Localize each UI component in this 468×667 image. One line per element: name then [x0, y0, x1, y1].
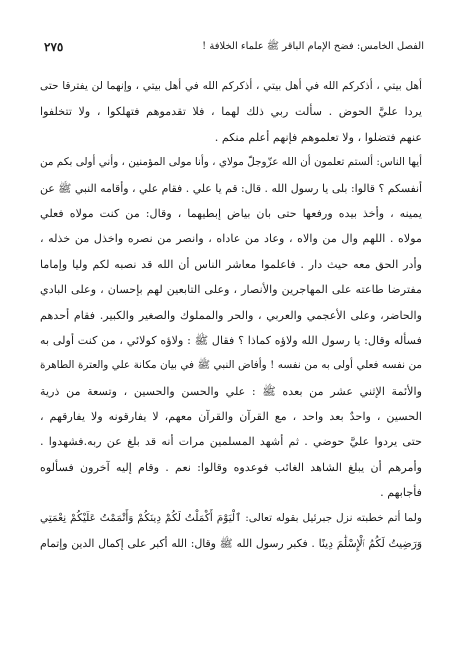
text-line: وَرَضِيتُ لَكُمُ ٱلْإِسْلَٰمَ دِينًا . فكبر رسول الله ﷺ وقال: الله أكبر على إكمال الدين وإتمام [40, 537, 422, 551]
text-line: يمينه ، وأخذ بيده ورفعها حتى بان بياض إبطيهما ، وقال: من كنت مولاه فعلي [40, 206, 422, 220]
text-line: أيها الناس: ألستم تعلمون أن الله عزّوجلّ مولاي ، وأنا مولى المؤمنين ، وأني أولى بكم من [40, 156, 422, 169]
text-line: وأدر الحق معه حيث دار . فاعلموا معاشر الناس أن الله قد نصبه لكم وليا وإماما [40, 257, 422, 271]
text-line: مولاه . اللهم وال من والاه ، وعاد من عاداه ، وانصر من نصره واخذل من خذله ، [40, 232, 422, 246]
text-line: فأجابهم . [380, 486, 422, 500]
text-line: ولما أتم خطبته نزل جبرئيل بقوله تعالى: ٱلْيَوْمَ أَكْمَلْتُ لَكُمْ دِينَكُمْ وَأَتْمَمْتُ عَلَيْكُمْ نِعْمَتِي [40, 511, 422, 524]
text-line: مفترضا طاعته على المهاجرين والأنصار ، وعلى التابعين لهم بإحسان ، وعلى البادي [40, 283, 422, 297]
text-line: عنهم فتضلوا ، ولا تعلموهم فإنهم أعلم منكم . [214, 130, 422, 144]
text-line: يردا عليَّ الحوض . سألت ربي ذلك لهما ، فلا تقدموهم فتهلكوا ، ولا تتخلفوا [40, 105, 422, 119]
text-line: أهل بيتي ، أذكركم الله في أهل بيتي ، أذكركم الله في أهل بيتي ، وإنهما لن يفترقا حتى [40, 80, 422, 92]
page-header [44, 38, 424, 56]
page-number: ٢٧٥ [44, 40, 64, 54]
running-title: الفصل الخامس: فضح الإمام الباقر ﷺ علماء الخلافة ! [202, 41, 424, 52]
text-line: فسأله وقال: يا رسول الله ولاؤه كماذا ؟ فقال ﷺ : ولاؤه كولائي ، من كنت أولى به [40, 333, 422, 347]
text-line: من نفسه فعلي أولى به من نفسه ! وأفاض النبي ﷺ في بيان مكانة علي والعترة الطاهرة [40, 359, 422, 372]
text-line: أنفسكم ؟ قالوا: بلى يا رسول الله . قال: قم يا علي . فقام علي ، وأقامه النبي ﷺ عن [40, 181, 422, 195]
text-line: وأمرهم أن يبلغ الشاهد الغائب فوعدوه وقالوا: نعم . وقام إليه آخرون فسألوه [40, 460, 422, 474]
text-line: حتى يردوا عليَّ حوضي . ثم أشهد المسلمين مرات أنه قد بلغ عن ربه.فشهدوا . [40, 435, 422, 449]
body-text [40, 74, 422, 556]
text-line: الحسين ، واحدٌ بعد واحد ، مع القرآن والقرآن معهم، لا يفارقونه ولا يفارقهم ، [40, 410, 422, 424]
text-line: والأئمة الإثني عشر من بعده ﷺ : علي والحسن والحسين ، وتسعة من ذرية [40, 384, 422, 398]
text-line: والحاضر، وعلى الأعجمي والعربي ، والحر والمملوك والصغير والكبير. فقام أحدهم [40, 308, 422, 322]
